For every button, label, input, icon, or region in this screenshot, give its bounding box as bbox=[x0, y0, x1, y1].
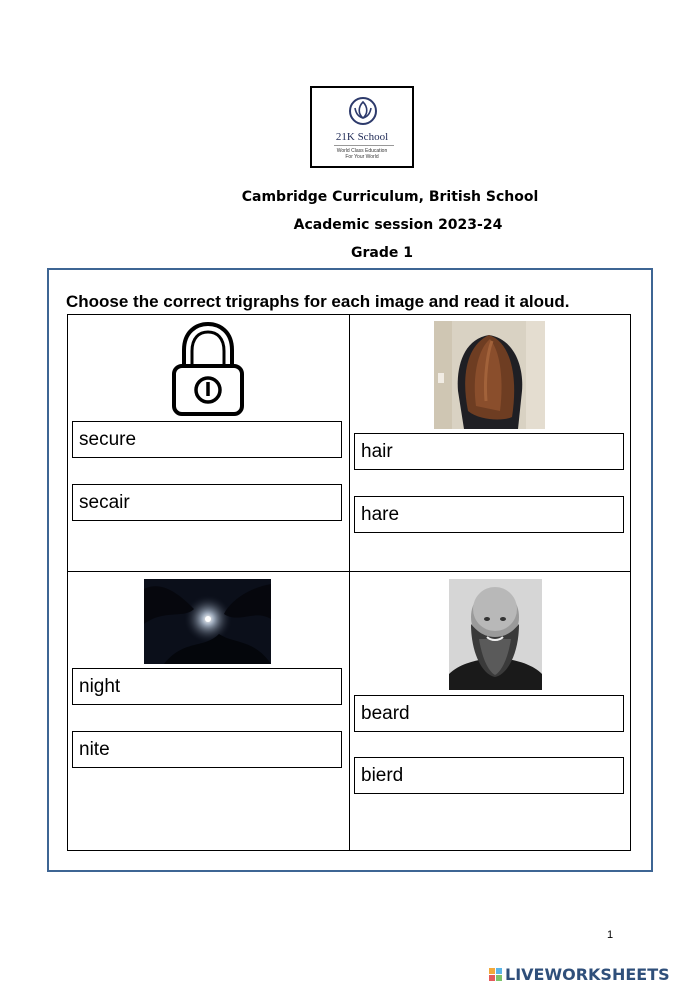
liveworksheets-mark-icon bbox=[489, 968, 503, 982]
lotus-logo-icon bbox=[348, 96, 378, 126]
logo-tagline-1: World Class Education bbox=[336, 148, 388, 154]
grid-horizontal-divider bbox=[68, 571, 630, 572]
liveworksheets-logo bbox=[489, 965, 670, 984]
grid-vertical-divider bbox=[349, 315, 350, 850]
option-night[interactable]: night bbox=[72, 668, 342, 705]
instruction-text: Choose the correct trigraphs for each image and read it aloud. bbox=[66, 292, 570, 311]
hair-photo bbox=[434, 321, 545, 429]
school-logo bbox=[310, 86, 414, 168]
grade-heading: Grade 1 bbox=[351, 245, 413, 261]
school-heading: Cambridge Curriculum, British School bbox=[241, 189, 539, 205]
option-hair[interactable]: hair bbox=[354, 433, 624, 470]
lock-icon bbox=[170, 318, 246, 418]
logo-name: 21K School bbox=[335, 131, 389, 143]
liveworksheets-wordmark: LIVEWORKSHEETS bbox=[505, 965, 670, 984]
option-nite[interactable]: nite bbox=[72, 731, 342, 768]
page-number: 1 bbox=[607, 929, 614, 941]
option-secure[interactable]: secure bbox=[72, 421, 342, 458]
beard-photo bbox=[449, 579, 542, 690]
night-photo bbox=[144, 579, 271, 664]
option-bierd[interactable]: bierd bbox=[354, 757, 624, 794]
option-beard[interactable]: beard bbox=[354, 695, 624, 732]
option-hare[interactable]: hare bbox=[354, 496, 624, 533]
session-heading: Academic session 2023-24 bbox=[293, 217, 503, 233]
option-secair[interactable]: secair bbox=[72, 484, 342, 521]
logo-divider bbox=[334, 145, 394, 146]
logo-tagline-2: For Your World bbox=[345, 154, 379, 160]
